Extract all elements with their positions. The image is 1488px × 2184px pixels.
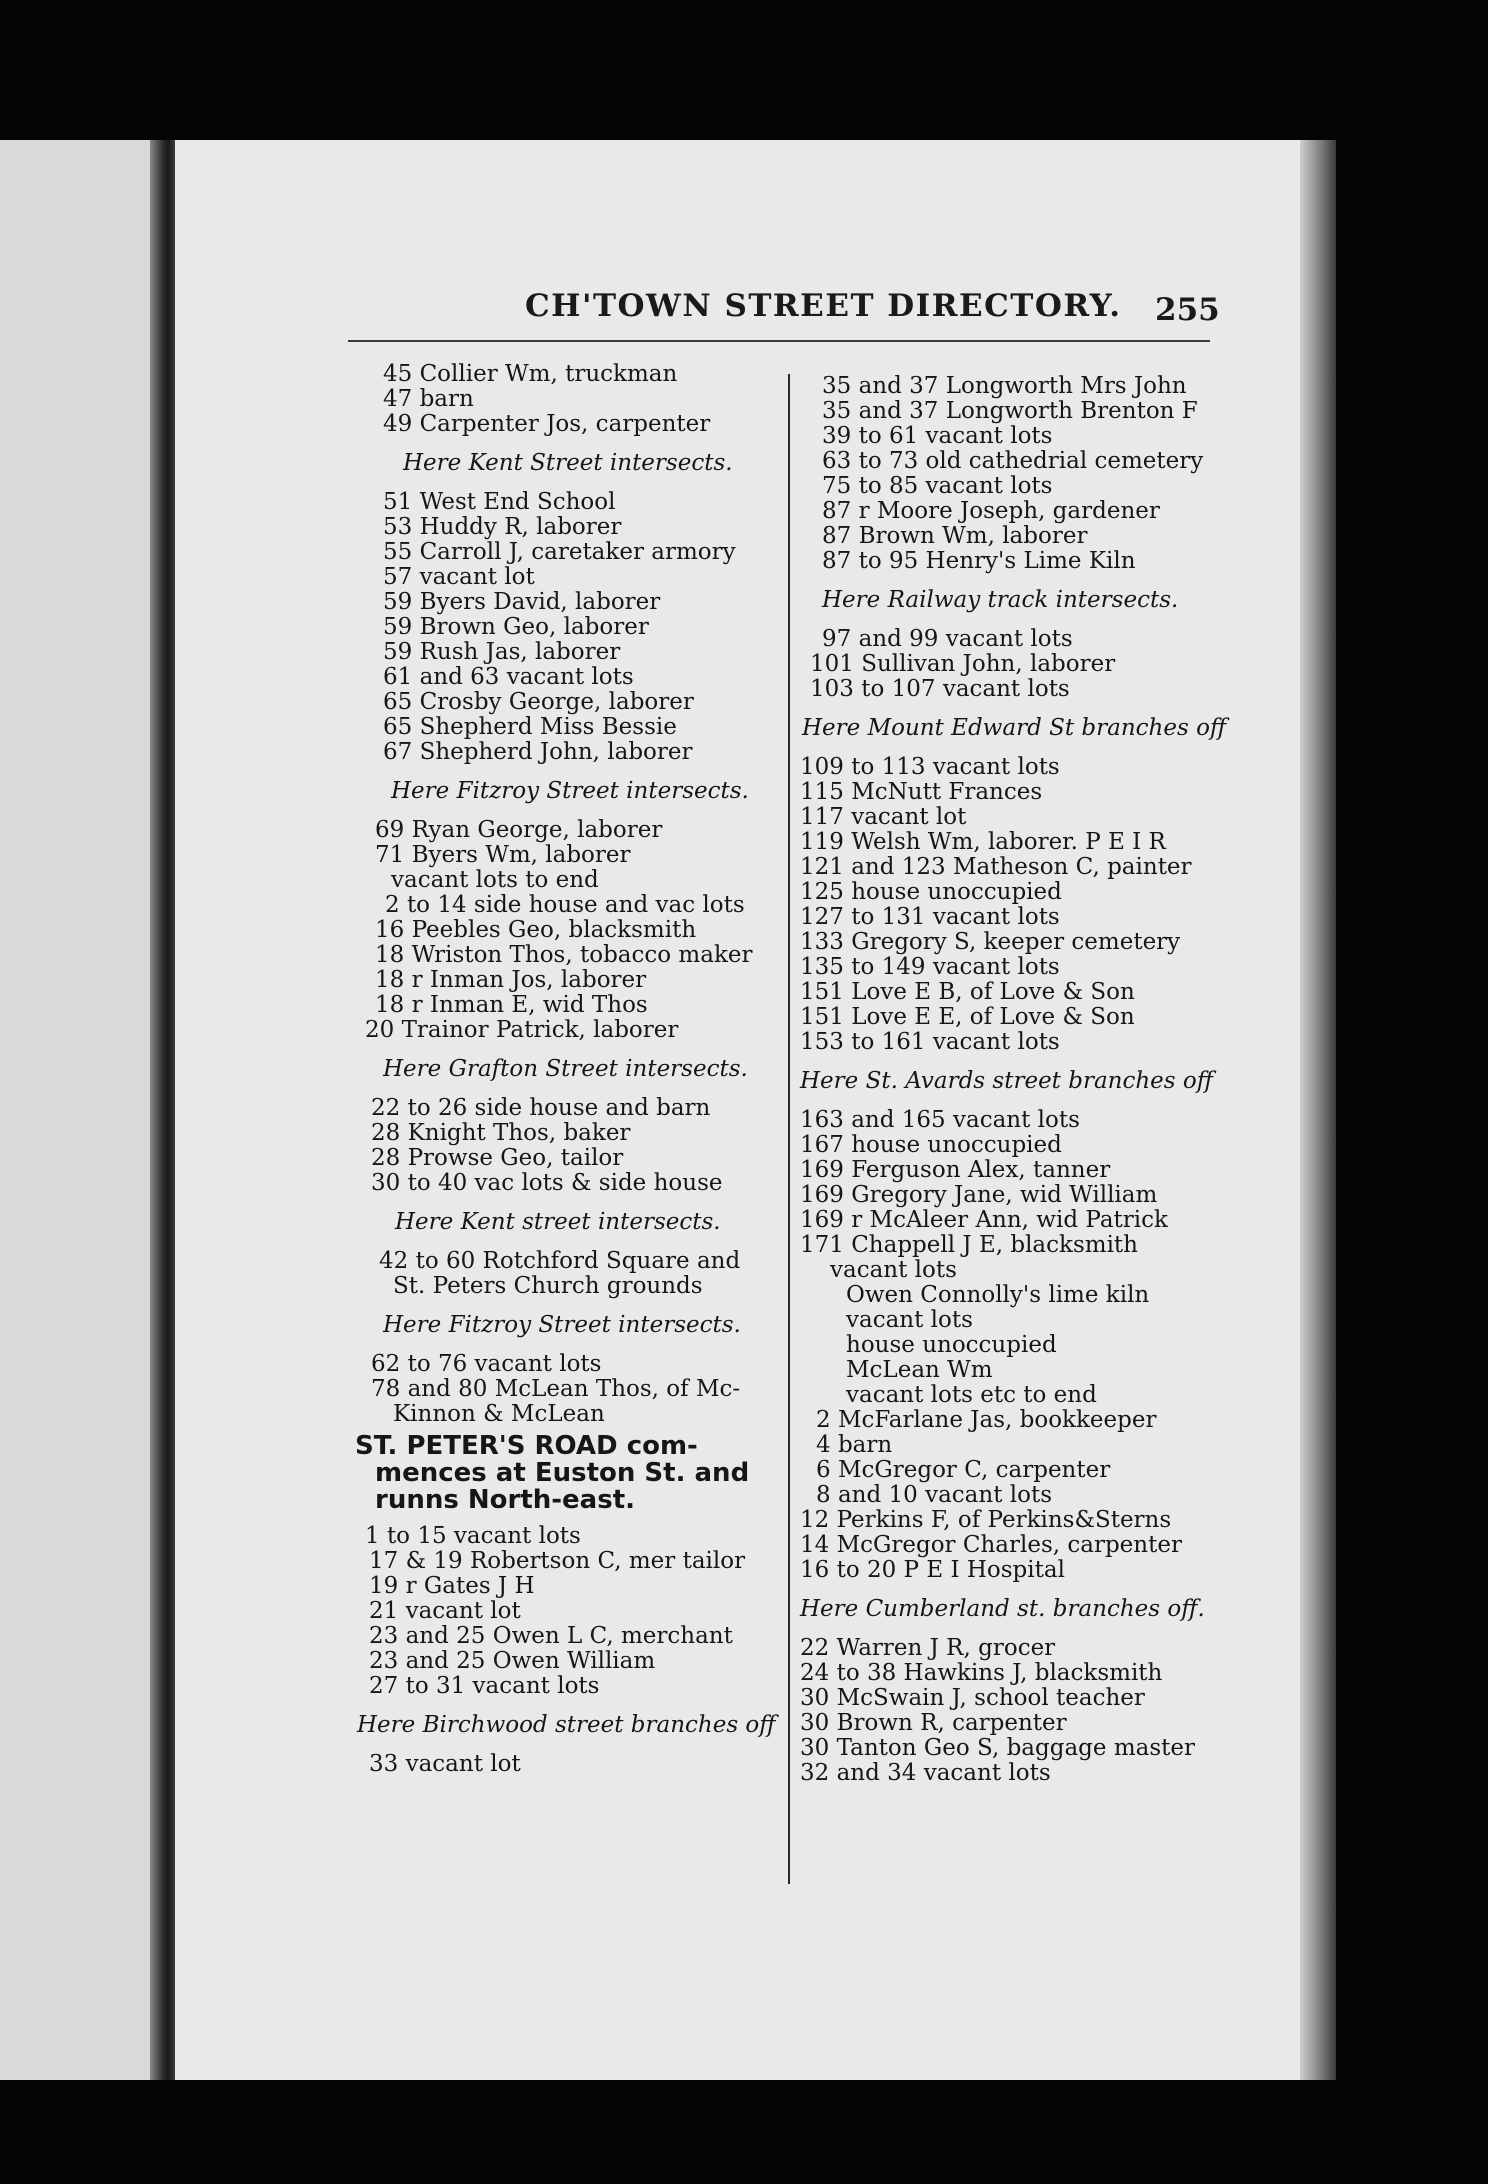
- directory-entry: 115 McNutt Frances: [800, 779, 1043, 805]
- header-rule: [348, 340, 1210, 342]
- directory-entry: 109 to 113 vacant lots: [800, 754, 1060, 780]
- directory-entry: 127 to 131 vacant lots: [800, 904, 1060, 930]
- directory-entry: 14 McGregor Charles, carpenter: [800, 1532, 1182, 1558]
- directory-entry: 171 Chappell J E, blacksmith: [800, 1232, 1138, 1258]
- directory-entry: 23 and 25 Owen L C, merchant: [369, 1623, 733, 1649]
- directory-entry: 35 and 37 Longworth Brenton F: [822, 398, 1198, 424]
- directory-entry: 42 to 60 Rotchford Square and: [379, 1248, 741, 1274]
- directory-entry: 103 to 107 vacant lots: [810, 676, 1070, 702]
- directory-entry: vacant lots: [846, 1307, 973, 1333]
- cross-street-note: Here Cumberland st. branches off.: [800, 1596, 1205, 1622]
- left-entries-continued: [355, 1524, 775, 1777]
- left-entries: [355, 362, 775, 1427]
- directory-entry: Kinnon & McLean: [393, 1401, 605, 1427]
- directory-entry: 153 to 161 vacant lots: [800, 1029, 1060, 1055]
- directory-entry: 69 Ryan George, laborer: [375, 817, 663, 843]
- directory-entry: 63 to 73 old cathedrial cemetery: [822, 448, 1204, 474]
- directory-entry: 24 to 38 Hawkins J, blacksmith: [800, 1660, 1163, 1686]
- directory-entry: 59 Byers David, laborer: [383, 589, 661, 615]
- page-number: 255: [1155, 292, 1220, 328]
- directory-entry: 87 Brown Wm, laborer: [822, 523, 1088, 549]
- directory-entry: 22 to 26 side house and barn: [371, 1095, 711, 1121]
- directory-entry: 1 to 15 vacant lots: [365, 1523, 581, 1549]
- directory-entry: 21 vacant lot: [369, 1598, 521, 1624]
- directory-entry: 2 to 14 side house and vac lots: [385, 892, 745, 918]
- directory-entry: 121 and 123 Matheson C, painter: [800, 854, 1192, 880]
- cross-street-note: Here Birchwood street branches off: [357, 1712, 776, 1738]
- directory-entry: 67 Shepherd John, laborer: [383, 739, 693, 765]
- directory-entry: 101 Sullivan John, laborer: [810, 651, 1116, 677]
- page-title: CH'TOWN STREET DIRECTORY.: [525, 288, 1122, 324]
- directory-entry: 97 and 99 vacant lots: [822, 626, 1073, 652]
- directory-entry: 6 McGregor C, carpenter: [816, 1457, 1111, 1483]
- directory-entry: 61 and 63 vacant lots: [383, 664, 634, 690]
- column-divider: [788, 374, 790, 1884]
- cross-street-note: Here St. Avards street branches off: [800, 1068, 1214, 1094]
- directory-entry: 57 vacant lot: [383, 564, 535, 590]
- directory-entry: 18 r Inman E, wid Thos: [375, 992, 648, 1018]
- directory-entry: 4 barn: [816, 1432, 893, 1458]
- left-column: [355, 362, 775, 1777]
- directory-entry: 12 Perkins F, of Perkins&Sterns: [800, 1507, 1172, 1533]
- directory-entry: 55 Carroll J, caretaker armory: [383, 539, 736, 565]
- directory-entry: 167 house unoccupied: [800, 1132, 1062, 1158]
- directory-entry: 133 Gregory S, keeper cemetery: [800, 929, 1181, 955]
- directory-entry: 32 and 34 vacant lots: [800, 1760, 1051, 1786]
- directory-entry: 30 Tanton Geo S, baggage master: [800, 1735, 1195, 1761]
- directory-entry: 2 McFarlane Jas, bookkeeper: [816, 1407, 1157, 1433]
- directory-entry: 117 vacant lot: [800, 804, 967, 830]
- directory-entry: 45 Collier Wm, truckman: [383, 361, 678, 387]
- directory-entry: 20 Trainor Patrick, laborer: [365, 1017, 679, 1043]
- directory-entry: 49 Carpenter Jos, carpenter: [383, 411, 711, 437]
- directory-entry: St. Peters Church grounds: [393, 1273, 703, 1299]
- road-heading-line: mences at Euston St. and: [375, 1458, 750, 1488]
- directory-entry: 30 Brown R, carpenter: [800, 1710, 1067, 1736]
- facing-page-edge: [0, 140, 160, 2080]
- directory-entry: vacant lots etc to end: [846, 1382, 1097, 1408]
- directory-entry: 87 r Moore Joseph, gardener: [822, 498, 1160, 524]
- directory-entry: 163 and 165 vacant lots: [800, 1107, 1080, 1133]
- page-edge-shadow: [1300, 140, 1336, 2080]
- right-column: [800, 373, 1227, 1786]
- directory-entry: 18 Wriston Thos, tobacco maker: [375, 942, 753, 968]
- directory-entry: 65 Crosby George, laborer: [383, 689, 694, 715]
- directory-entry: 51 West End School: [383, 489, 616, 515]
- directory-entry: 17 & 19 Robertson C, mer tailor: [369, 1548, 746, 1574]
- cross-street-note: Here Kent Street intersects.: [403, 450, 733, 476]
- directory-entry: 59 Brown Geo, laborer: [383, 614, 649, 640]
- road-heading-line: runns North-east.: [375, 1485, 636, 1515]
- directory-entry: 75 to 85 vacant lots: [822, 473, 1053, 499]
- cross-street-note: Here Fitzroy Street intersects.: [383, 1312, 741, 1338]
- directory-entry: 27 to 31 vacant lots: [369, 1673, 600, 1699]
- directory-entry: 53 Huddy R, laborer: [383, 514, 622, 540]
- directory-entry: 35 and 37 Longworth Mrs John: [822, 373, 1187, 399]
- directory-entry: house unoccupied: [846, 1332, 1057, 1358]
- cross-street-note: Here Mount Edward St branches off: [802, 715, 1227, 741]
- directory-entry: 19 r Gates J H: [369, 1573, 535, 1599]
- directory-entry: 169 Ferguson Alex, tanner: [800, 1157, 1111, 1183]
- directory-entry: 87 to 95 Henry's Lime Kiln: [822, 548, 1136, 574]
- directory-entry: 151 Love E B, of Love & Son: [800, 979, 1135, 1005]
- directory-entry: 47 barn: [383, 386, 474, 412]
- cross-street-note: Here Kent street intersects.: [395, 1209, 721, 1235]
- directory-entry: 16 to 20 P E I Hospital: [800, 1557, 1065, 1583]
- cross-street-note: Here Grafton Street intersects.: [383, 1056, 748, 1082]
- directory-entry: 39 to 61 vacant lots: [822, 423, 1053, 449]
- directory-entry: 16 Peebles Geo, blacksmith: [375, 917, 697, 943]
- directory-entry: 18 r Inman Jos, laborer: [375, 967, 647, 993]
- directory-entry: 125 house unoccupied: [800, 879, 1062, 905]
- road-heading: [355, 1433, 775, 1514]
- cross-street-note: Here Railway track intersects.: [822, 587, 1179, 613]
- directory-entry: 135 to 149 vacant lots: [800, 954, 1060, 980]
- directory-entry: 169 r McAleer Ann, wid Patrick: [800, 1207, 1168, 1233]
- cross-street-note: Here Fitzroy Street intersects.: [391, 778, 749, 804]
- directory-entry: 30 to 40 vac lots & side house: [371, 1170, 723, 1196]
- directory-entry: vacant lots: [830, 1257, 957, 1283]
- directory-entry: 23 and 25 Owen William: [369, 1648, 656, 1674]
- directory-entry: 28 Knight Thos, baker: [371, 1120, 631, 1146]
- directory-entry: McLean Wm: [846, 1357, 993, 1383]
- directory-entry: 59 Rush Jas, laborer: [383, 639, 621, 665]
- directory-entry: Owen Connolly's lime kiln: [846, 1282, 1150, 1308]
- directory-entry: 33 vacant lot: [369, 1751, 521, 1777]
- directory-entry: 151 Love E E, of Love & Son: [800, 1004, 1135, 1030]
- directory-entry: 30 McSwain J, school teacher: [800, 1685, 1145, 1711]
- directory-entry: vacant lots to end: [391, 867, 599, 893]
- directory-entry: 119 Welsh Wm, laborer. P E I R: [800, 829, 1166, 855]
- right-entries: [800, 373, 1227, 1786]
- directory-entry: 65 Shepherd Miss Bessie: [383, 714, 677, 740]
- directory-entry: 22 Warren J R, grocer: [800, 1635, 1056, 1661]
- directory-entry: 71 Byers Wm, laborer: [375, 842, 631, 868]
- directory-entry: 78 and 80 McLean Thos, of Mc-: [371, 1376, 741, 1402]
- directory-entry: 28 Prowse Geo, tailor: [371, 1145, 624, 1171]
- directory-entry: 8 and 10 vacant lots: [816, 1482, 1052, 1508]
- road-heading-line: ST. PETER'S ROAD com-: [355, 1431, 698, 1461]
- directory-entry: 169 Gregory Jane, wid William: [800, 1182, 1158, 1208]
- directory-entry: 62 to 76 vacant lots: [371, 1351, 602, 1377]
